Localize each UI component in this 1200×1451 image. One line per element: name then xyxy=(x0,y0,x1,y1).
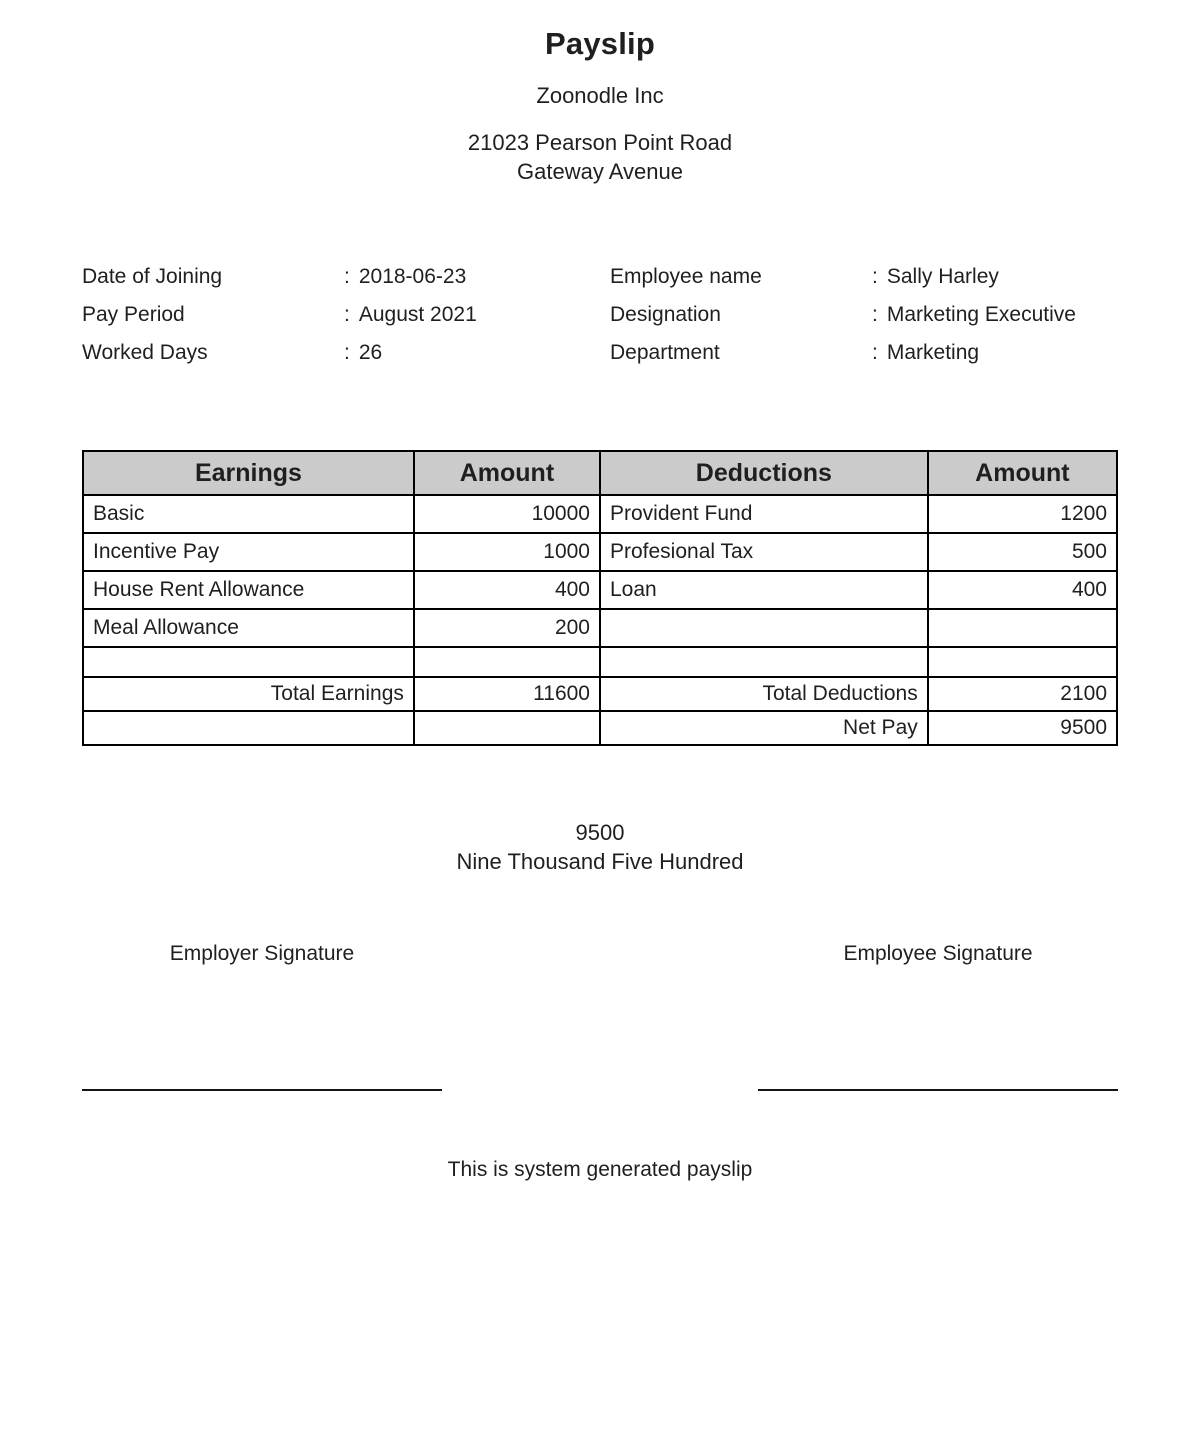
info-label: Pay Period xyxy=(82,303,185,326)
deduction-label-cell xyxy=(600,609,928,647)
deduction-label-cell: Provident Fund xyxy=(600,495,928,533)
info-row-employee-name xyxy=(610,258,1118,296)
totals-row xyxy=(83,677,1117,711)
company-name: Zoonodle Inc xyxy=(536,83,664,108)
info-label: Worked Days xyxy=(82,341,208,364)
pay-table-header xyxy=(83,451,1117,495)
employee-info-section xyxy=(82,258,1118,372)
deduction-label-cell xyxy=(600,647,928,677)
pay-table xyxy=(82,450,1118,746)
info-separator: : xyxy=(344,265,350,288)
info-value: August 2021 xyxy=(358,303,477,326)
earning-label-cell: Incentive Pay xyxy=(83,533,414,571)
info-value: 2018-06-23 xyxy=(358,265,467,288)
table-row xyxy=(83,533,1117,571)
empty-cell xyxy=(83,711,414,745)
info-separator: : xyxy=(344,303,350,326)
deduction-amount-cell: 400 xyxy=(928,571,1117,609)
signature-section xyxy=(82,942,1118,1091)
info-label: Designation xyxy=(610,303,721,326)
deduction-amount-cell xyxy=(928,609,1117,647)
earning-label-cell: Meal Allowance xyxy=(83,609,414,647)
table-header-row xyxy=(83,451,1117,495)
table-row-empty xyxy=(83,647,1117,677)
deduction-amount-cell: 1200 xyxy=(928,495,1117,533)
info-row-pay-period xyxy=(82,296,600,334)
address-line-2: Gateway Avenue xyxy=(517,159,683,184)
deduction-amount-cell xyxy=(928,647,1117,677)
info-value: 26 xyxy=(358,341,383,364)
net-pay-number: 9500 xyxy=(575,820,625,845)
pay-table-body xyxy=(83,495,1117,745)
empty-cell xyxy=(414,711,600,745)
earning-amount-cell: 10000 xyxy=(414,495,600,533)
page-title: Payslip xyxy=(545,26,655,61)
deduction-amount-cell: 500 xyxy=(928,533,1117,571)
employer-signature-block xyxy=(82,942,442,1091)
earnings-amount-header-cell: Amount xyxy=(414,451,600,495)
net-pay-summary xyxy=(82,818,1118,876)
table-row xyxy=(83,609,1117,647)
earning-label-cell xyxy=(83,647,414,677)
total-earnings-amount-cell: 11600 xyxy=(414,677,600,711)
net-pay-row xyxy=(83,711,1117,745)
employee-signature-line xyxy=(758,1089,1118,1091)
total-deductions-label-cell: Total Deductions xyxy=(600,677,928,711)
earning-label-cell: Basic xyxy=(83,495,414,533)
info-value: Marketing xyxy=(886,341,980,364)
earning-amount-cell xyxy=(414,647,600,677)
info-row-designation xyxy=(610,296,1118,334)
table-row xyxy=(83,495,1117,533)
deduction-label-cell: Loan xyxy=(600,571,928,609)
total-deductions-amount-cell: 2100 xyxy=(928,677,1117,711)
info-separator: : xyxy=(344,341,350,364)
system-generated-note: This is system generated payslip xyxy=(447,1158,753,1181)
info-separator: : xyxy=(872,303,878,326)
employee-signature-label: Employee Signature xyxy=(843,942,1033,965)
info-row-date-of-joining xyxy=(82,258,600,296)
employer-signature-label: Employer Signature xyxy=(169,942,355,965)
table-row xyxy=(83,571,1117,609)
info-column-right xyxy=(600,258,1118,372)
address-line-1: 21023 Pearson Point Road xyxy=(467,130,733,155)
net-pay-in-words: Nine Thousand Five Hundred xyxy=(456,849,744,874)
earnings-header-cell: Earnings xyxy=(83,451,414,495)
info-label: Department xyxy=(610,341,720,364)
net-pay-amount-cell: 9500 xyxy=(928,711,1117,745)
company-address xyxy=(82,128,1118,186)
earning-label-cell: House Rent Allowance xyxy=(83,571,414,609)
earning-amount-cell: 1000 xyxy=(414,533,600,571)
deductions-header-cell: Deductions xyxy=(600,451,928,495)
info-value: Marketing Executive xyxy=(886,303,1076,326)
earning-amount-cell: 200 xyxy=(414,609,600,647)
employer-signature-line xyxy=(82,1089,442,1091)
document-header xyxy=(82,26,1118,186)
info-separator: : xyxy=(872,265,878,288)
deductions-amount-header-cell: Amount xyxy=(928,451,1117,495)
net-pay-label-cell: Net Pay xyxy=(600,711,928,745)
info-separator: : xyxy=(872,341,878,364)
info-column-left xyxy=(82,258,600,372)
info-label: Employee name xyxy=(610,265,762,288)
earning-amount-cell: 400 xyxy=(414,571,600,609)
deduction-label-cell: Profesional Tax xyxy=(600,533,928,571)
info-value: Sally Harley xyxy=(886,265,999,288)
info-row-worked-days xyxy=(82,334,600,372)
info-label: Date of Joining xyxy=(82,265,223,288)
total-earnings-label-cell: Total Earnings xyxy=(83,677,414,711)
employee-signature-block xyxy=(758,942,1118,1091)
info-row-department xyxy=(610,334,1118,372)
